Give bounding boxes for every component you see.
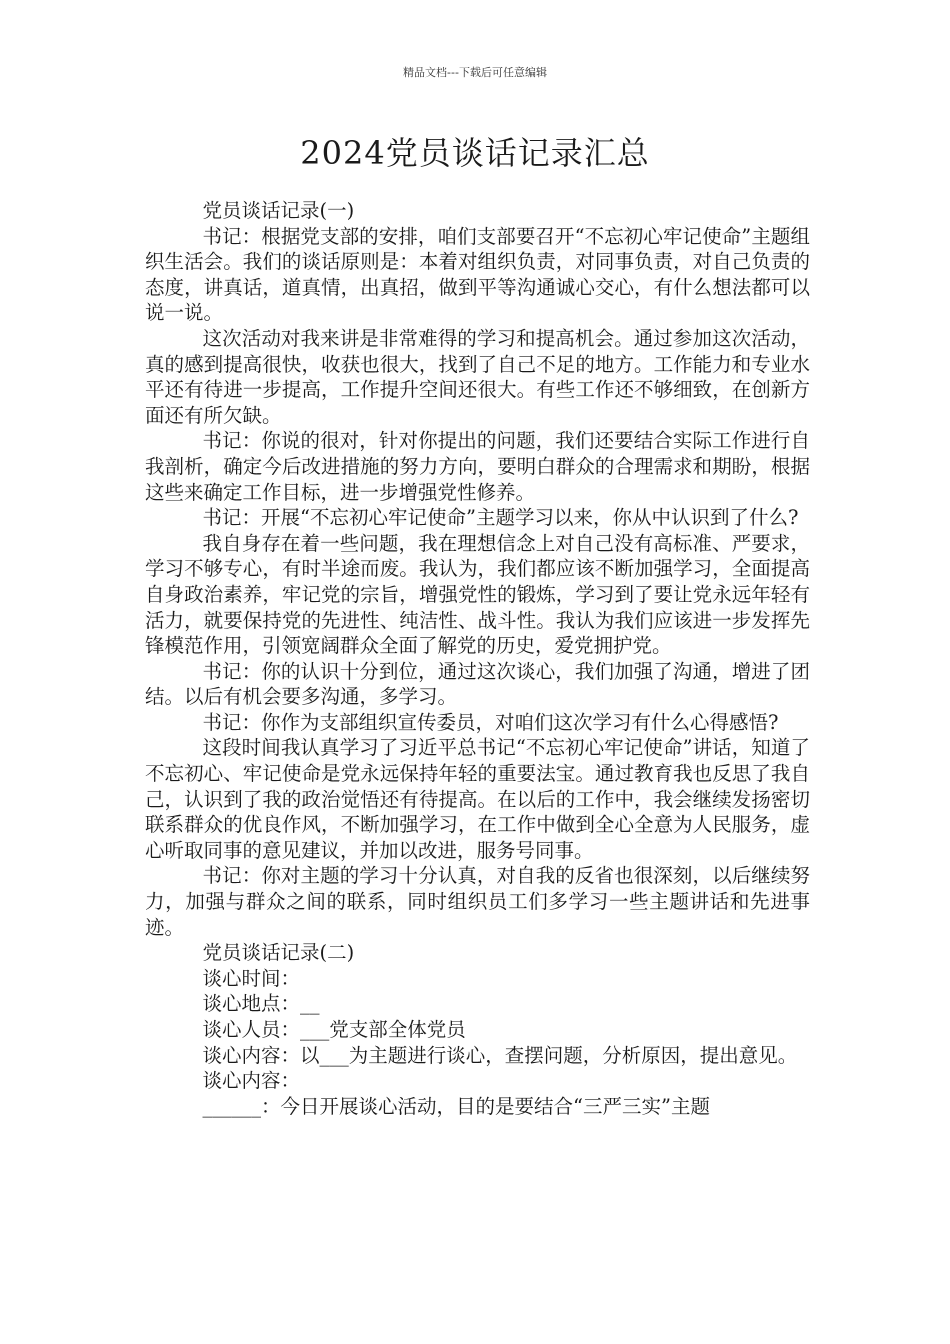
paragraph: 书记：你对主题的学习十分认真，对自我的反省也很深刻，以后继续努力，加强与群众之间的联系，同时组织员工们多学习一些主题讲话和先进事迹。 — [145, 864, 810, 939]
document-title: 2024党员谈话记录汇总 — [300, 134, 650, 172]
section-heading-2: 党员谈话记录(二) — [202, 941, 355, 965]
paragraph: 书记：你说的很对，针对你提出的问题，我们还要结合实际工作进行自我剖析，确定今后改进措施的努力方向，要明白群众的合理需求和期盼，根据这些来确定工作目标，进一步增强党性修养。 — [145, 429, 810, 504]
paragraph: 书记：开展“不忘初心牢记使命”主题学习以来，你从中认识到了什么? — [202, 506, 799, 530]
talk-content-field: 谈心内容：以___为主题进行谈心，查摆问题，分析原因，提出意见。 — [202, 1043, 798, 1067]
document-body — [145, 198, 810, 1119]
section-heading-1: 党员谈话记录(一) — [202, 199, 355, 222]
paragraph: 书记：你的认识十分到位，通过这次谈心，我们加强了沟通，增进了团结。以后有机会要多沟通，多学习。 — [145, 659, 810, 709]
talk-time-field: 谈心时间： — [202, 966, 301, 990]
paragraph: 这段时间我认真学习了习近平总书记“不忘初心牢记使命”讲话，知道了不忘初心、牢记使命是党永远保持年轻的重要法宝。通过教育我也反思了我自己，认识到了我的政治觉悟还有待提高。在以后的工作中，我会继续发扬密切联系群众的优良作风，不断加强学习，在工作中做到全心全意为人民服务，虚心听取同事的意见建议，并加以改进，服务号同事。 — [145, 736, 810, 862]
talk-content-label: 谈心内容： — [202, 1069, 301, 1093]
paragraph: ______：今日开展谈心活动，目的是要结合“三严三实”主题 — [202, 1094, 710, 1118]
talk-participants-field: 谈心人员：___党支部全体党员 — [202, 1018, 466, 1041]
talk-location-field: 谈心地点：__ — [202, 992, 320, 1016]
paragraph: 书记：根据党支部的安排，咱们支部要召开“不忘初心牢记使命”主题组织生活会。我们的谈话原则是：本着对组织负责，对同事负责，对自己负责的态度，讲真话，道真情，出真招，做到平等沟通诚心交心，有什么想法都可以说一说。 — [145, 224, 810, 325]
paragraph: 我自身存在着一些问题，我在理想信念上对自己没有高标准、严要求，学习不够专心，有时半途而废。我认为，我们都应该不断加强学习，全面提高自身政治素养，牢记党的宗旨，增强党性的锻炼，学习到了要让党永远年轻有活力，就要保持党的先进性、纯洁性、战斗性。我认为我们应该进一步发挥先锋模范作用，引领宽阔群众全面了解党的历史，爱党拥护党。 — [145, 531, 810, 658]
page-header: 精品文档---下载后可任意编辑 — [403, 66, 547, 79]
paragraph: 这次活动对我来讲是非常难得的学习和提高机会。通过参加这次活动，真的感到提高很快，收获也很大，找到了自己不足的地方。工作能力和专业水平还有待进一步提高，工作提升空间还很大。有些工作还不够细致，在创新方面还有所欠缺。 — [145, 326, 810, 427]
paragraph: 书记：你作为支部组织宣传委员，对咱们这次学习有什么心得感悟? — [202, 710, 779, 734]
